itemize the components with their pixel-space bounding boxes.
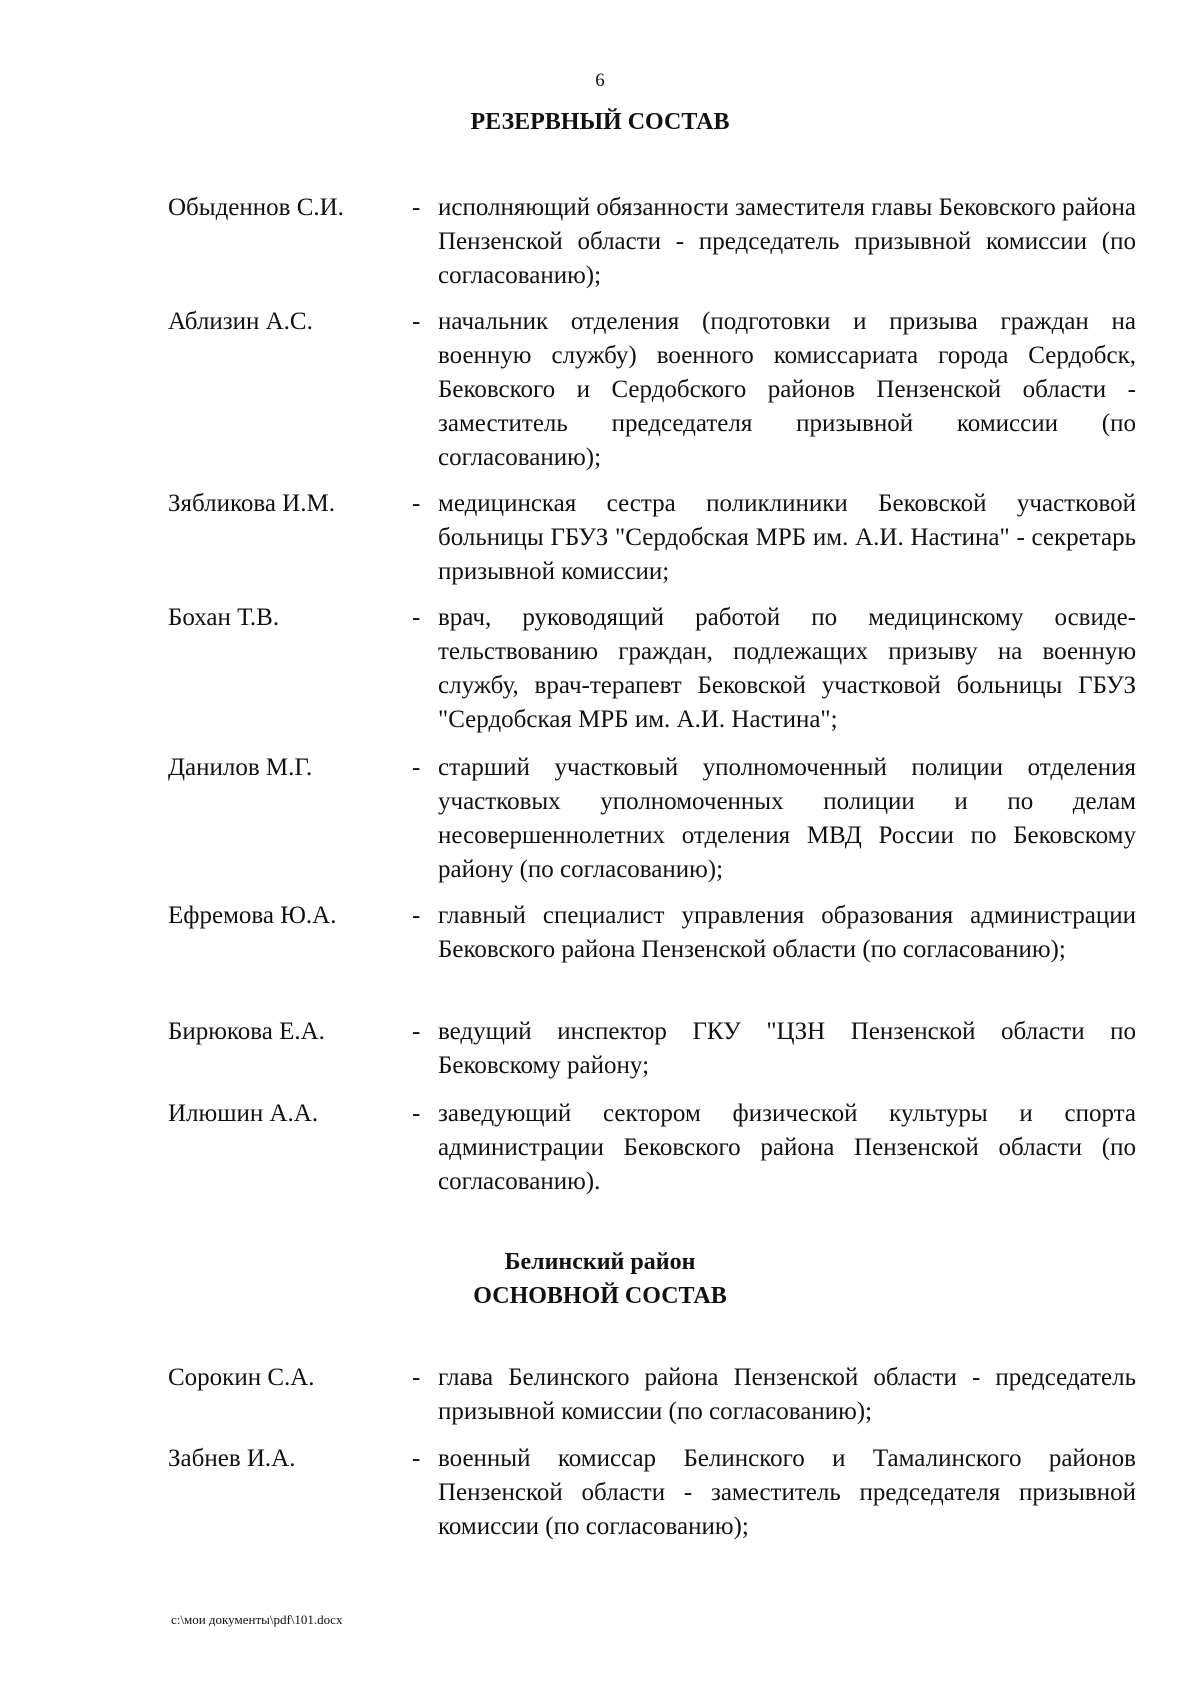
member-dash: - [412, 1445, 421, 1472]
member-description: старший участковый уполномоченный полиции отделения участковых уполномоченных полиции и по делам несовершеннолетних отделения МВД России по Бековскому району (по согласованию); [438, 754, 1136, 883]
member-row [168, 1097, 1136, 1201]
member-row [168, 601, 1136, 751]
reserve-heading: РЕЗЕРВНЫЙ СОСТАВ [470, 109, 730, 135]
member-row [168, 1015, 1136, 1097]
member-dash: - [412, 1364, 421, 1391]
member-name: Бохан Т.В. [168, 604, 280, 631]
reserve-members-list [168, 191, 1136, 1201]
member-description: ведущий инспектор ГКУ "ЦЗН Пензенской области по Бековскому району; [438, 1018, 1136, 1079]
member-row [168, 899, 1136, 1015]
member-description: заведующий сектором физической культуры и спорта администрации Бековского района Пензенской области (по согласованию). [438, 1100, 1136, 1195]
member-name: Сорокин С.А. [168, 1364, 315, 1391]
member-description: главный специалист управления образования администрации Бековского района Пензенской области (по согласованию); [438, 902, 1136, 963]
member-name: Бирюкова Е.А. [168, 1018, 325, 1045]
footer-file-path: c:\мои документы\pdf\101.docx [171, 1612, 343, 1627]
member-row [168, 305, 1136, 487]
member-row [168, 487, 1136, 601]
member-name: Забнев И.А. [168, 1445, 296, 1472]
member-dash: - [412, 604, 421, 631]
member-row [168, 751, 1136, 899]
member-row [168, 1442, 1136, 1546]
main-members-list [168, 1361, 1136, 1546]
member-name: Ефремова Ю.А. [168, 902, 337, 929]
member-description: военный комиссар Белинского и Тамалинского районов Пензенской области - заместитель председателя призывной комиссии (по согласованию); [438, 1445, 1136, 1540]
member-name: Аблизин А.С. [168, 308, 313, 335]
district-title: Белинский район [504, 1249, 696, 1275]
member-dash: - [412, 194, 421, 221]
member-dash: - [412, 902, 421, 929]
member-row [168, 1361, 1136, 1442]
member-dash: - [412, 490, 421, 517]
member-row [168, 191, 1136, 305]
member-name: Данилов М.Г. [168, 754, 313, 781]
member-name: Илюшин А.А. [168, 1100, 319, 1127]
member-description: начальник отделения (подготовки и призыва граждан на военную службу) военного комиссариата города Сердобск, Бековского и Сердобского районов Пензенской области - заместитель председателя призывной комиссии (по согласованию); [438, 308, 1136, 471]
member-description: исполняющий обязанности заместителя главы Бековского района Пензенской области - председатель призывной комиссии (по согласованию); [438, 194, 1136, 289]
member-description: врач, руководящий работой по медицинскому освидетельствованию граждан, подлежащих призыву на военную службу, врач-терапевт Бековской участковой больницы ГБУЗ "Сердобская МРБ им. А.И. Настина"; [438, 604, 1136, 733]
member-name: Обыденнов С.И. [168, 194, 344, 221]
member-dash: - [412, 1018, 421, 1045]
page-number: 6 [595, 70, 605, 91]
member-description: глава Белинского района Пензенской области - председатель призывной комиссии (по согласованию); [438, 1364, 1136, 1425]
member-dash: - [412, 308, 421, 335]
member-dash: - [412, 754, 421, 781]
member-dash: - [412, 1100, 421, 1127]
member-description: медицинская сестра поликлиники Бековской участковой больницы ГБУЗ "Сердобская МРБ им. А.И. Настина" - секретарь призывной комиссии; [438, 490, 1136, 585]
main-heading: ОСНОВНОЙ СОСТАВ [473, 1283, 727, 1309]
member-name: Зябликова И.М. [168, 490, 335, 517]
